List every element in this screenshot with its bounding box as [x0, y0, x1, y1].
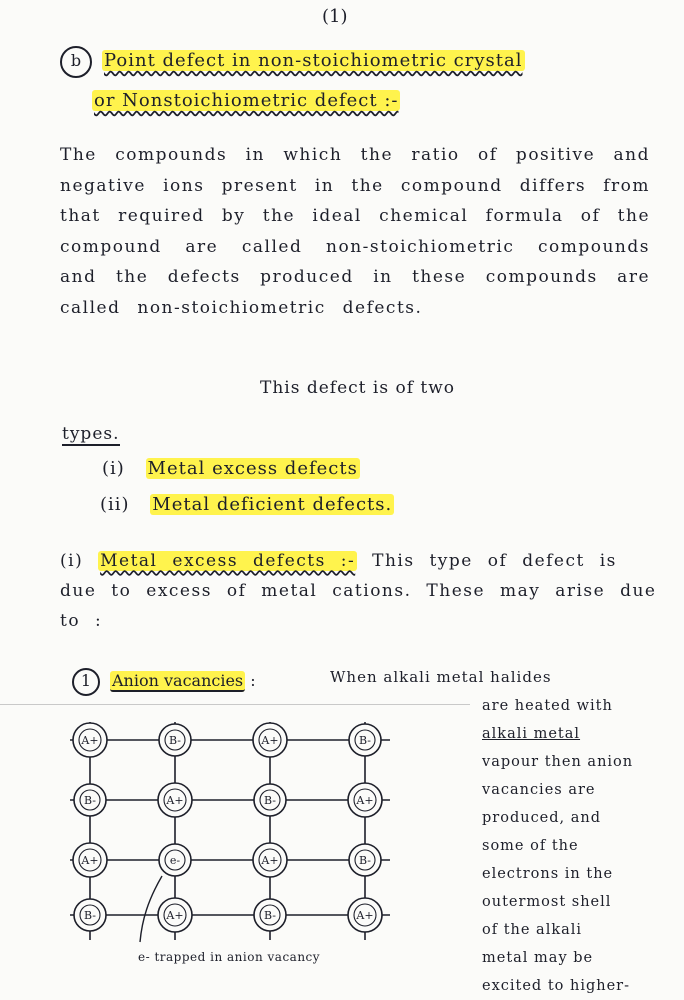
type-label: Metal deficient defects.: [152, 494, 393, 515]
side-line: alkali metal: [482, 726, 581, 742]
site-label: A+: [356, 909, 374, 922]
side-line: some of the: [482, 838, 579, 854]
site-label: B-: [263, 794, 277, 807]
metal-excess-section: [60, 546, 660, 636]
section-badge: b: [60, 46, 92, 78]
type-marker: (ii): [100, 494, 130, 515]
site-label: A+: [261, 734, 279, 747]
heading-line-1: [102, 50, 525, 71]
heading-line-2: [92, 90, 400, 111]
side-line: produced, and: [482, 810, 602, 826]
types-intro: [260, 378, 455, 398]
anion-lead: When alkali metal halides: [330, 668, 552, 686]
definition-paragraph: The compounds in which the ratio of positive and negative ions present in the compound differs from that required by the ideal chemical formula of the compound are called non-stoichiometric compounds and the defects produced in these compounds are called non-stoichiometric defects.: [60, 145, 650, 318]
type-label: Metal excess defects: [147, 458, 358, 479]
heading-line-1-text: Point defect in non-stoichiometric crystal: [104, 50, 523, 71]
side-line: outermost shell: [482, 894, 612, 910]
site-label: e-: [169, 854, 181, 867]
side-line: of the alkali: [482, 922, 583, 938]
site-label: A+: [261, 854, 279, 867]
metal-excess-marker: (i): [60, 551, 84, 571]
cation-site: [253, 843, 287, 877]
cation-site: [253, 723, 287, 757]
page-number: (1): [322, 6, 348, 27]
site-label: A+: [166, 794, 184, 807]
site-label: A+: [81, 734, 99, 747]
site-label: B-: [168, 734, 182, 747]
side-line: excited to higher-: [482, 978, 630, 994]
site-label: A+: [356, 794, 374, 807]
site-label: B-: [83, 909, 97, 922]
side-line: electrons in the: [482, 866, 614, 882]
cation-site: [348, 898, 382, 932]
anion-heading: [72, 668, 256, 696]
anion-title: Anion vacancies: [112, 671, 244, 690]
anion-side-text: [482, 692, 662, 1000]
site-label: B-: [263, 909, 277, 922]
side-line: are heated with: [482, 698, 613, 714]
type-item: [100, 494, 394, 515]
cation-site: [348, 783, 382, 817]
site-label: A+: [166, 909, 184, 922]
site-label: B-: [83, 794, 97, 807]
lattice-caption: e- trapped in anion vacancy: [138, 950, 321, 964]
cation-site: [158, 898, 192, 932]
metal-excess-text: This type of defect is due to excess of metal cations. These may arise due to :: [60, 551, 657, 631]
side-line: metal may be: [482, 950, 594, 966]
cation-site: [73, 843, 107, 877]
anion-colon: :: [250, 671, 256, 690]
metal-excess-title: Metal excess defects :-: [100, 551, 356, 571]
divider: [0, 704, 470, 705]
anion-site: [349, 724, 381, 756]
trapped-electron: [159, 844, 191, 876]
site-label: A+: [81, 854, 99, 867]
side-line: vacancies are: [482, 782, 596, 798]
type-marker: (i): [102, 458, 125, 479]
anion-site: [159, 724, 191, 756]
cation-site: [158, 783, 192, 817]
heading-line-2-text: or Nonstoichiometric defect :-: [94, 90, 399, 111]
anion-site: [74, 784, 106, 816]
anion-site: [349, 844, 381, 876]
site-label: B-: [358, 854, 372, 867]
anion-site: [254, 784, 286, 816]
anion-site: [74, 899, 106, 931]
crystal-lattice-diagram: [60, 720, 400, 945]
cation-site: [73, 723, 107, 757]
anion-site: [254, 899, 286, 931]
site-label: B-: [358, 734, 372, 747]
anion-number: 1: [72, 668, 100, 696]
types-label: types.: [62, 424, 120, 444]
types-intro-text: This defect is of two: [260, 378, 456, 398]
side-line: vapour then anion: [482, 754, 634, 770]
type-item: [102, 458, 360, 479]
